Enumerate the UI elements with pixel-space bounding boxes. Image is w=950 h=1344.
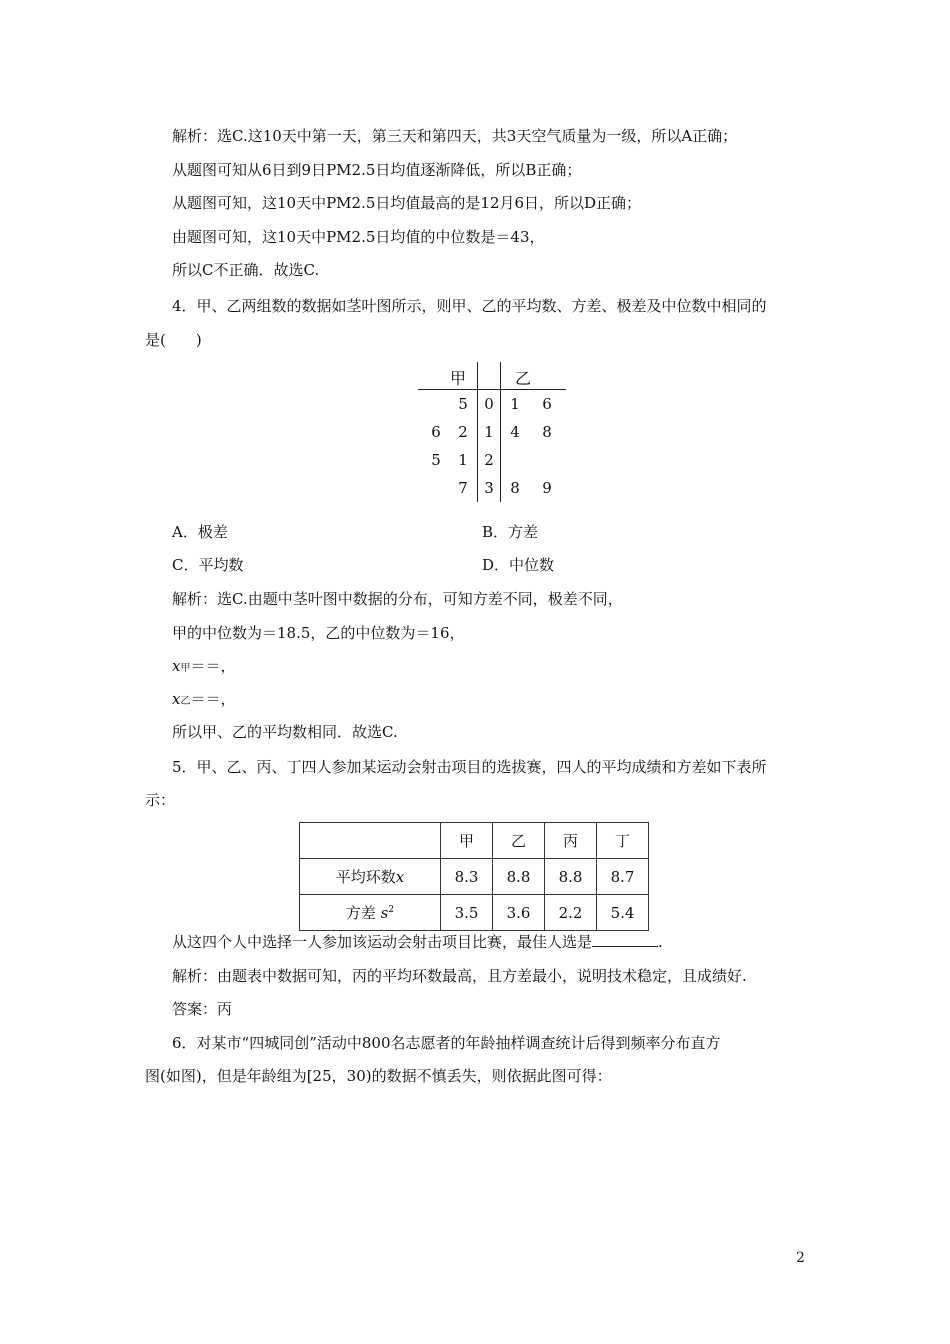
answer-blank[interactable]	[592, 932, 658, 947]
leaf-right: 9	[542, 479, 552, 497]
q4-stem-line-2: 是( )	[145, 331, 202, 349]
option-d[interactable]: D．中位数	[482, 556, 555, 574]
table-row	[300, 859, 649, 895]
option-b[interactable]: B．方差	[482, 523, 539, 541]
q4-analysis-line-2: 甲的中位数为＝18.5，乙的中位数为＝16，	[172, 624, 465, 642]
q6-stem-line-2: 图(如图)，但是年龄组为[25，30)的数据不慎丢失，则依据此图可得：	[145, 1067, 612, 1085]
q4-analysis-line-3	[172, 656, 235, 679]
leaf-right: 8	[542, 423, 552, 441]
q4-analysis-line-4	[172, 689, 235, 712]
q4-analysis-line-1: 解析：选C.由题中茎叶图中数据的分布，可知方差不同，极差不同，	[172, 590, 623, 608]
table-header-cell: 丙	[545, 823, 597, 859]
q5-stem-line-1: 5．甲、乙、丙、丁四人参加某运动会射击项目的选拔赛，四人的平均成绩和方差如下表所	[172, 758, 767, 776]
q5-question: 从这四个人中选择一人参加该运动会射击项目比赛，最佳人选是 .	[172, 933, 663, 951]
table-header-cell: 甲	[441, 823, 493, 859]
q6-stem-line-1: 6．对某市“四城同创”活动中800名志愿者的年龄抽样调查统计后得到频率分布直方	[172, 1034, 721, 1052]
stem: 2	[484, 451, 494, 469]
leaf-left: 6	[431, 423, 441, 441]
leaf-left: 5	[458, 395, 468, 413]
stem-leaf-divider-right	[500, 362, 501, 502]
stem-leaf-left-header: 甲	[450, 369, 467, 388]
row-label-variance: 方差 $s^2$	[300, 895, 441, 931]
stem: 3	[484, 479, 494, 497]
table-cell: 3.6	[493, 895, 545, 931]
leaf-left: 2	[458, 423, 468, 441]
leaf-right: 4	[510, 423, 520, 441]
leaf-right: 8	[510, 479, 520, 497]
mean-subscript: 乙	[180, 696, 191, 707]
stem-leaf-plot	[418, 362, 568, 502]
leaf-left: 7	[458, 479, 468, 497]
table-header-cell	[300, 823, 441, 859]
analysis-line-5: 所以C不正确．故选C.	[172, 261, 320, 279]
q5-answer: 答案：丙	[172, 1000, 233, 1018]
table-row	[300, 895, 649, 931]
leaf-right: 6	[542, 395, 552, 413]
q4-stem-line-1: 4．甲、乙两组数的数据如茎叶图所示，则甲、乙的平均数、方差、极差及中位数中相同的	[172, 297, 767, 315]
stem: 1	[484, 423, 494, 441]
table-header-cell: 乙	[493, 823, 545, 859]
table-cell: 8.8	[493, 859, 545, 895]
stem-leaf-right-header: 乙	[515, 369, 532, 388]
table-cell: 3.5	[441, 895, 493, 931]
stem: 0	[484, 395, 494, 413]
mean-expr: ＝＝，	[190, 690, 236, 708]
table-cell: 8.8	[545, 859, 597, 895]
analysis-line-1: 解析：选C.这10天中第一天，第三天和第四天，共3天空气质量为一级，所以A正确；	[172, 127, 738, 145]
leaf-right: 1	[510, 395, 520, 413]
scores-table	[299, 822, 649, 931]
q4-analysis-line-5: 所以甲、乙的平均数相同．故选C.	[172, 723, 398, 741]
option-c[interactable]: C．平均数	[172, 556, 244, 574]
page-number: 2	[796, 1250, 805, 1266]
leaf-left: 5	[431, 451, 441, 469]
mean-subscript: 甲	[180, 663, 191, 674]
table-cell: 8.3	[441, 859, 493, 895]
analysis-line-2: 从题图可知从6日到9日PM2.5日均值逐渐降低，所以B正确；	[172, 161, 582, 179]
table-header-row	[300, 823, 649, 859]
option-a[interactable]: A．极差	[172, 523, 228, 541]
leaf-left: 1	[458, 451, 468, 469]
table-cell: 8.7	[597, 859, 649, 895]
stem-leaf-header-rule	[418, 389, 566, 390]
table-cell: 5.4	[597, 895, 649, 931]
mean-var: x	[172, 657, 181, 675]
analysis-line-3: 从题图可知，这10天中PM2.5日均值最高的是12月6日，所以D正确；	[172, 194, 642, 212]
stem-leaf-divider-left	[477, 362, 478, 502]
q5-analysis: 解析：由题表中数据可知，丙的平均环数最高，且方差最小，说明技术稳定，且成绩好.	[172, 967, 747, 985]
mean-var: x	[172, 690, 181, 708]
table-cell: 2.2	[545, 895, 597, 931]
analysis-line-4: 由题图可知，这10天中PM2.5日均值的中位数是＝43，	[172, 228, 545, 246]
q5-stem-line-2: 示：	[145, 791, 176, 809]
row-label-mean: 平均环数x	[300, 859, 441, 895]
table-header-cell: 丁	[597, 823, 649, 859]
mean-expr: ＝＝，	[190, 657, 236, 675]
